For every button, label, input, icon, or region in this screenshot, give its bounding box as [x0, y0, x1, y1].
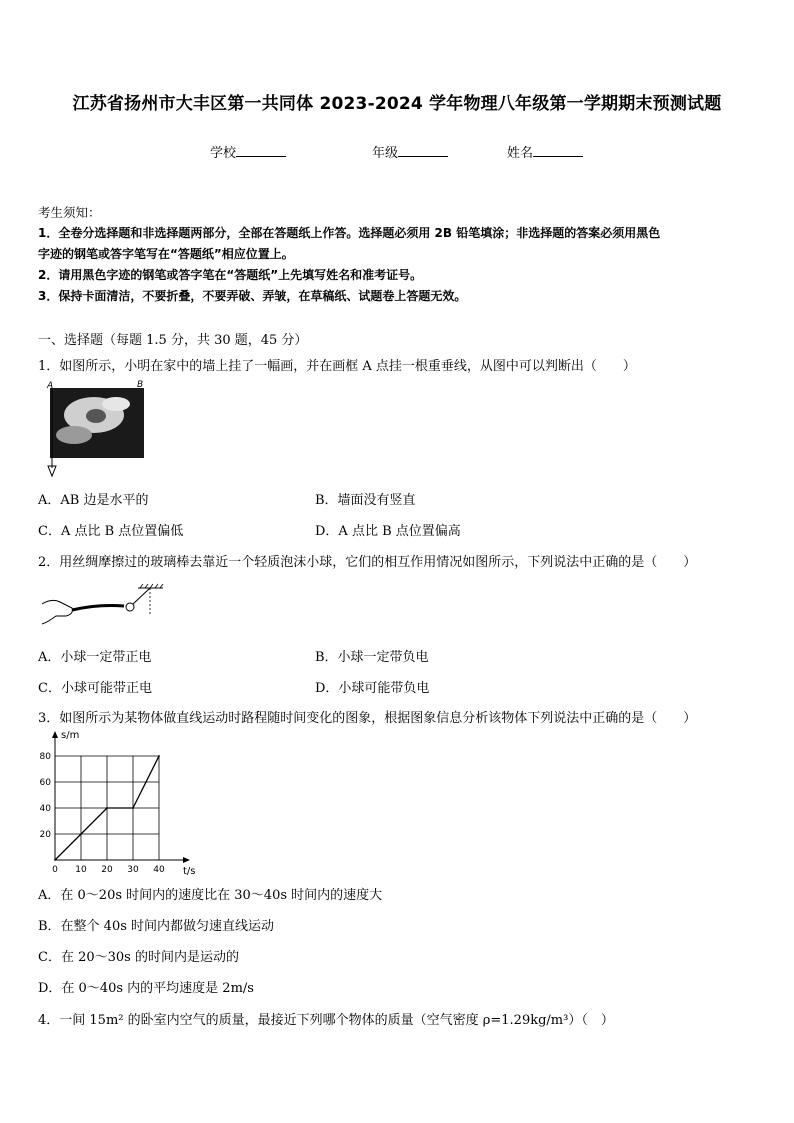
x-tick-label: 0 — [52, 865, 58, 875]
question-1-stem: 1．如图所示，小明在家中的墙上挂了一幅画，并在画框 A 点挂一根重垂线，从图中可以判断出（ ） — [38, 359, 636, 374]
hand — [42, 600, 72, 624]
y-tick-labels — [40, 752, 52, 840]
question-1-option-d: D．A 点比 B 点位置偏高 — [315, 524, 461, 539]
name-label: 姓名 — [507, 146, 534, 161]
school-label: 学校 — [210, 146, 237, 161]
notice-item: 1．全卷分选择题和非选择题两部分，全部在答题纸上作答。选择题必须用 2B 铅笔填涂；非选择题的答案必须用黑色 — [38, 226, 661, 240]
data-point — [158, 755, 160, 757]
x-tick-label: 10 — [75, 865, 87, 875]
glass-rod — [72, 606, 124, 611]
question-1-option-c: C．A 点比 B 点位置偏低 — [38, 524, 184, 539]
x-tick-labels — [52, 865, 165, 875]
page-title: 江苏省扬州市大丰区第一共同体 2023-2024 学年物理八年级第一学期期末预测试题 — [72, 94, 722, 114]
notice-item: 2．请用黑色字迹的钢笔或答字笔在“答题纸”上先填写姓名和准考证号。 — [38, 268, 423, 282]
data-point — [54, 859, 56, 861]
foam-ball — [126, 603, 134, 611]
question-3-stem: 3．如图所示为某物体做直线运动时路程随时间变化的图象，根据图象信息分析该物体下列说法中正确的是（ ） — [38, 711, 697, 726]
label-b: B — [137, 380, 144, 390]
question-2-figure — [38, 582, 168, 630]
y-axis-arrow — [52, 731, 58, 738]
y-axis-label: s/m — [61, 730, 80, 741]
question-3-option-b: B．在整个 40s 时间内都做匀速直线运动 — [38, 919, 275, 934]
data-point — [106, 807, 108, 809]
name-field — [507, 142, 583, 161]
grade-field — [372, 142, 448, 161]
thread — [133, 588, 150, 604]
name-blank — [533, 144, 583, 157]
grade-label: 年级 — [372, 146, 399, 161]
question-2-stem: 2．用丝绸摩擦过的玻璃棒去靠近一个轻质泡沫小球，它们的相互作用情况如图所示，下列说法中正确的是（ ） — [38, 555, 697, 570]
question-1-figure — [44, 380, 150, 478]
question-3-option-c: C．在 20～30s 的时间内是运动的 — [38, 950, 239, 965]
ceiling-hatch — [140, 584, 163, 588]
painting-center — [86, 409, 106, 423]
question-1-option-b: B．墙面没有竖直 — [315, 493, 416, 508]
question-4-stem: 4．一间 15m² 的卧室内空气的质量，最接近下列哪个物体的质量（空气密度 ρ=1.29kg/m³）（ ） — [38, 1013, 614, 1028]
question-2-option-d: D．小球可能带负电 — [315, 681, 430, 696]
label-a: A — [47, 381, 54, 391]
x-tick-label: 30 — [127, 865, 139, 875]
question-2-option-a: A．小球一定带正电 — [38, 650, 152, 665]
question-2-option-b: B．小球一定带负电 — [315, 650, 429, 665]
y-tick-label: 60 — [39, 778, 51, 788]
y-tick-label: 80 — [39, 752, 51, 762]
painting-shade — [102, 397, 130, 411]
y-tick-label: 20 — [39, 830, 51, 840]
x-axis-arrow — [183, 857, 190, 863]
painting-shade — [56, 426, 92, 444]
s-t-chart — [30, 730, 210, 878]
data-point — [132, 807, 134, 809]
x-axis-label: t/s — [183, 866, 196, 877]
question-3-option-d: D．在 0～40s 内的平均速度是 2m/s — [38, 981, 254, 996]
question-3-option-a: A．在 0～20s 时间内的速度比在 30～40s 时间内的速度大 — [38, 888, 383, 903]
school-field — [210, 142, 286, 161]
question-1-option-a: A．AB 边是水平的 — [38, 493, 149, 508]
x-tick-label: 20 — [101, 865, 113, 875]
x-tick-label: 40 — [153, 865, 165, 875]
y-tick-label: 40 — [39, 804, 51, 814]
question-2-option-c: C．小球可能带正电 — [38, 681, 152, 696]
section-heading: 一、选择题（每题 1.5 分，共 30 题，45 分） — [38, 333, 308, 348]
notice-item: 3．保持卡面清洁，不要折叠，不要弄破、弄皱，在草稿纸、试题卷上答题无效。 — [38, 289, 467, 303]
notice-heading: 考生须知： — [38, 205, 101, 220]
grade-blank — [398, 144, 448, 157]
school-blank — [236, 144, 286, 157]
notice-item: 字迹的钢笔或答字笔写在“答题纸”相应位置上。 — [38, 247, 294, 261]
